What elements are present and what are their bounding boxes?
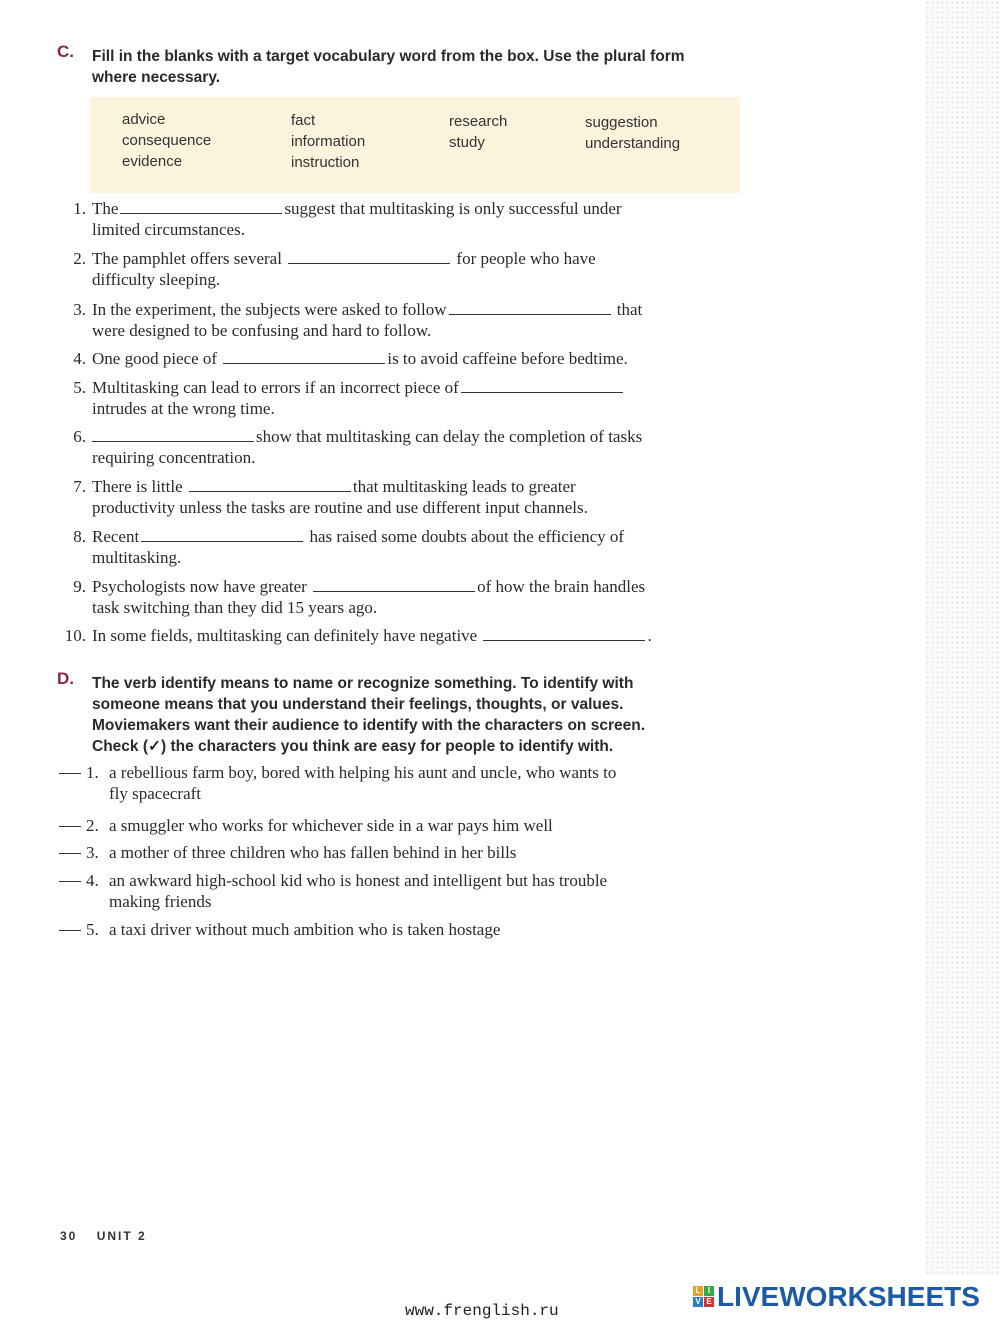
item-number: 1. [73, 199, 86, 218]
logo-grid-icon [693, 1286, 715, 1308]
instruction-line: Check (✓) the characters you think are easy for people to identify with. [92, 738, 614, 755]
item-number: 7. [73, 477, 86, 496]
item-text-continued: requiring concentration. [92, 448, 256, 467]
item-text-continued: were designed to be confusing and hard to follow. [92, 321, 432, 340]
answer-blank[interactable] [288, 248, 450, 264]
logo-tile: V [693, 1297, 703, 1307]
section-d-letter: D. [57, 669, 74, 688]
check-blank[interactable] [59, 826, 81, 827]
check-blank[interactable] [59, 853, 81, 854]
item-text-before: Multitasking can lead to errors if an incorrect piece of [92, 378, 459, 397]
item-number: 8. [73, 527, 86, 546]
vocab-word: consequence [122, 132, 212, 149]
instruction-line: someone means that you understand their feelings, thoughts, or values. [92, 696, 624, 713]
item-text-before: Psychologists now have greater [92, 577, 307, 596]
item-text-before: There is little [92, 477, 183, 496]
instruction-line: The verb identify means to name or recognize something. To identify with [92, 675, 634, 692]
item-number: 2. [73, 249, 86, 268]
page-edge-strip [925, 0, 1000, 1275]
item-text-continued: intrudes at the wrong time. [92, 399, 275, 418]
item-number: 3. [73, 300, 86, 319]
item-text-before: In some fields, multitasking can definitely have negative [92, 626, 478, 645]
unit-label: UNIT 2 [96, 1229, 147, 1243]
item-text-before: In the experiment, the subjects were asked to follow [92, 300, 447, 319]
page-number: 30 [60, 1229, 78, 1243]
answer-blank[interactable] [223, 348, 385, 364]
answer-blank[interactable] [449, 299, 611, 315]
answer-blank[interactable] [461, 377, 623, 393]
answer-blank[interactable] [92, 426, 254, 442]
item-text-continued: task switching than they did 15 years ago. [92, 598, 378, 617]
vocab-word: instruction [291, 154, 360, 171]
vocab-word: information [291, 133, 366, 150]
section-d-instructions [92, 673, 645, 757]
item-text-continued: difficulty sleeping. [92, 270, 221, 289]
item-text: a smuggler who works for whichever side in a war pays him well [109, 816, 553, 835]
item-text-before: The pamphlet offers several [92, 249, 282, 268]
instruction-line: Moviemakers want their audience to identify with the characters on screen. [92, 717, 645, 734]
item-text-after: show that multitasking can delay the completion of tasks [256, 427, 643, 446]
item-text-after: of how the brain handles [477, 577, 646, 596]
item-text-continued: productivity unless the tasks are routine and use different input channels. [92, 498, 588, 517]
item-number: 4. [73, 349, 86, 368]
logo-tile: E [704, 1297, 714, 1307]
item-text-continued: fly spacecraft [109, 784, 202, 803]
check-blank[interactable] [59, 881, 81, 882]
item-text-continued: multitasking. [92, 548, 182, 567]
item-number: 5. [73, 378, 86, 397]
item-text-before: The [92, 199, 119, 218]
item-number: 2. [86, 816, 99, 835]
answer-blank[interactable] [141, 526, 303, 542]
item-text-after: has raised some doubts about the efficiency of [309, 527, 625, 546]
item-number: 5. [86, 920, 99, 939]
item-text-continued: limited circumstances. [92, 220, 245, 239]
item-text: a rebellious farm boy, bored with helping his aunt and uncle, who wants to [109, 763, 617, 782]
answer-blank[interactable] [120, 198, 282, 214]
logo-wordmark: LIVEWORKSHEETS [717, 1281, 980, 1312]
vocab-word: suggestion [585, 114, 658, 131]
logo-tile: I [704, 1286, 714, 1296]
vocab-word: research [449, 113, 508, 130]
item-number: 9. [73, 577, 86, 596]
vocab-word: advice [122, 111, 166, 128]
vocab-word: study [449, 134, 485, 151]
check-blank[interactable] [59, 930, 81, 931]
logo-tile: L [693, 1286, 703, 1296]
item-text: an awkward high-school kid who is honest and intelligent but has trouble [109, 871, 608, 890]
liveworksheets-logo [693, 1283, 993, 1313]
item-text-after: . [647, 626, 652, 645]
item-number: 3. [86, 843, 99, 862]
vocab-word: fact [291, 112, 316, 129]
item-number: 10. [64, 626, 86, 645]
answer-blank[interactable] [313, 576, 475, 592]
instruction-line: where necessary. [92, 69, 221, 86]
check-blank[interactable] [59, 773, 81, 774]
item-text-after: that multitasking leads to greater [352, 477, 576, 496]
item-number: 1. [86, 763, 99, 782]
item-text-after: for people who have [456, 249, 596, 268]
site-url: www.frenglish.ru [405, 1302, 559, 1320]
item-number: 4. [86, 871, 99, 890]
instruction-line: Fill in the blanks with a target vocabulary word from the box. Use the plural form [92, 48, 685, 65]
item-text-before: Recent [92, 527, 140, 546]
item-number: 6. [73, 427, 86, 446]
item-text-continued: making friends [109, 892, 212, 911]
item-text-after: that [616, 300, 643, 319]
item-text-after: is to avoid caffeine before bedtime. [387, 349, 628, 368]
answer-blank[interactable] [189, 476, 351, 492]
item-text: a taxi driver without much ambition who is taken hostage [109, 920, 501, 939]
section-c-instructions [92, 46, 685, 88]
vocab-word: evidence [122, 153, 183, 170]
vocab-word: understanding [585, 135, 681, 152]
item-text-after: suggest that multitasking is only successful under [284, 199, 622, 218]
item-text-before: One good piece of [92, 349, 218, 368]
page-footer [60, 1229, 161, 1243]
section-c-letter: C. [57, 42, 74, 61]
answer-blank[interactable] [483, 625, 645, 641]
item-text: a mother of three children who has fallen behind in her bills [109, 843, 517, 862]
